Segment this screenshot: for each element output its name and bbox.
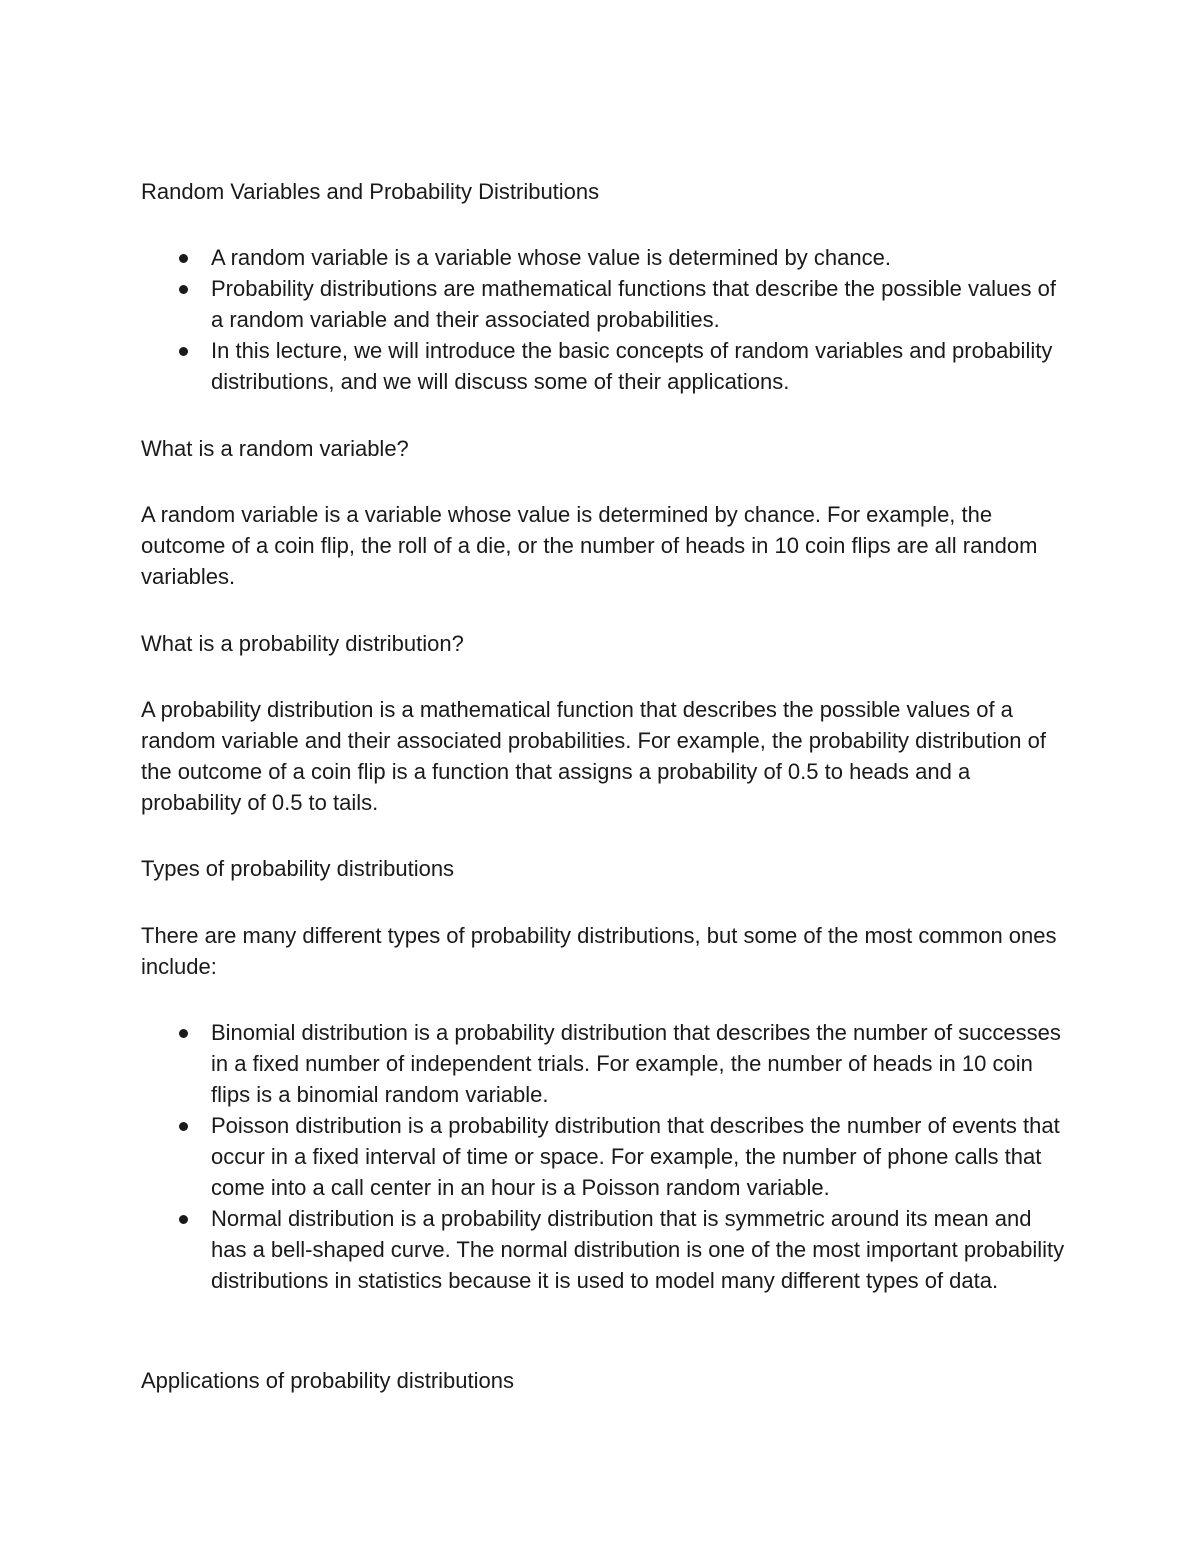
paragraph-types — [141, 920, 1071, 982]
list-item — [141, 335, 1071, 397]
paragraph-text: There are many different types of probability distributions, but some of the most common ones include: — [141, 923, 1057, 979]
list-item — [141, 1203, 1071, 1296]
paragraph-text: A probability distribution is a mathematical function that describes the possible values of a random variable and their associated probabilities. For example, the probability distribution of the outcome of a coin flip is a function that assigns a probability of 0.5 to heads and a probability of 0.5 to tails. — [141, 697, 1046, 815]
types-bullet-list — [141, 1017, 1071, 1296]
list-item-text: A random variable is a variable whose value is determined by chance. — [211, 245, 891, 270]
bullet-icon — [179, 347, 188, 356]
document-title — [141, 176, 1071, 207]
paragraph-text: A random variable is a variable whose value is determined by chance. For example, the outcome of a coin flip, the roll of a die, or the number of heads in 10 coin flips are all random variables. — [141, 502, 1038, 589]
bullet-icon — [179, 285, 188, 294]
list-item — [141, 273, 1071, 335]
list-item — [141, 1017, 1071, 1110]
paragraph-random-variable — [141, 499, 1071, 592]
bullet-icon — [179, 254, 188, 263]
section-heading-probability-distribution — [141, 628, 1071, 659]
bullet-icon — [179, 1029, 188, 1038]
section-heading-types — [141, 853, 1071, 884]
intro-bullet-list — [141, 242, 1071, 397]
heading-text: What is a probability distribution? — [141, 631, 464, 656]
list-item-text: Binomial distribution is a probability distribution that describes the number of successes in a fixed number of independent trials. For example, the number of heads in 10 coin flips is a binomial random variable. — [211, 1020, 1061, 1107]
heading-text: Applications of probability distributions — [141, 1368, 514, 1393]
list-item-text: Poisson distribution is a probability distribution that describes the number of events that occur in a fixed interval of time or space. For example, the number of phone calls that come into a call center in an hour is a Poisson random variable. — [211, 1113, 1060, 1200]
heading-text: What is a random variable? — [141, 436, 409, 461]
section-heading-random-variable — [141, 433, 1071, 464]
list-item-text: In this lecture, we will introduce the basic concepts of random variables and probability distributions, and we will discuss some of their applications. — [211, 338, 1053, 394]
title-text: Random Variables and Probability Distributions — [141, 179, 600, 204]
heading-text: Types of probability distributions — [141, 856, 455, 881]
bullet-icon — [179, 1122, 188, 1131]
section-heading-applications — [141, 1365, 1071, 1396]
list-item — [141, 1110, 1071, 1203]
list-item-text: Normal distribution is a probability distribution that is symmetric around its mean and has a bell-shaped curve. The normal distribution is one of the most important probability distributions in statistics because it is used to model many different types of data. — [211, 1206, 1065, 1293]
bullet-icon — [179, 1215, 188, 1224]
list-item — [141, 242, 1071, 273]
list-item-text: Probability distributions are mathematical functions that describe the possible values of a random variable and their associated probabilities. — [211, 276, 1057, 332]
paragraph-probability-distribution — [141, 694, 1071, 818]
